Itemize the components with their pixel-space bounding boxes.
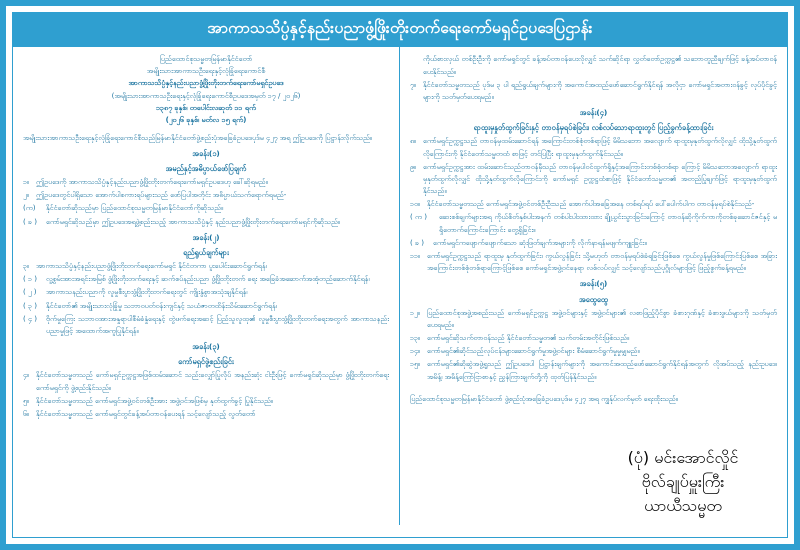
signature-name: (ပုံ) မင်းအောင်လှိုင်: [627, 448, 739, 468]
list-item: [23, 300, 389, 312]
list-item: [410, 211, 777, 235]
item-text: နိုင်ငံတော်၏ အမျိုးသားလုံခြုံမှု သဘာဝပတ်ဝန်းကျင်နှင့် သယံဇာတထိန်းသိမ်းဆောင်ရွက်ရန်၊: [46, 300, 277, 310]
chapter-3-heading: အခန်း(၃): [192, 342, 220, 352]
signature-rank: ဗိုလ်ချုပ်မှူးကြီး: [641, 472, 725, 492]
item-text: ကော်မရှင်ဥက္ကဋ္ဌသည် တာဝန်မှထမ်းဆောင်ရန် အကြောင်းတစ်စုံတစ်ရာဖြင့် မိမိသဘော အလျောက် ရာထူးမှနုတ်ထွက်လိုလျှင် ထိုသို့နုတ်ထွက်လိုကြောင်းကို နိုင်ငံတော်သမ္မတထံ စာဖြင့် တင်ပြပြီး ရာထူးမှနုတ်ထွက်နိုင်သည်။: [423, 136, 777, 158]
list-item: [410, 53, 777, 77]
item-text: ကော်မရှင်ကဖျောက်ဖျောက်သော ဆုံးဖြတ်ချက်အများကို လိုက်နာရန်မဖျက်ကျူးခြင်း။: [433, 237, 647, 247]
left-column: [13, 47, 400, 525]
header-line-6: (၂၀၂၆ ခုနှစ်၊ မတ်လ ၁၅ ရက်): [165, 114, 247, 124]
chapter-3-subheading: ကော်မရှင်ဖွဲ့စည်းခြင်း: [178, 357, 234, 367]
list-item: [23, 260, 389, 272]
item-text: ဤဥပဒေကို အာကာသသိပ္ပံနှင့်နည်းပညာဖွံ့ဖြိုးတိုးတက်ရေးကော်မရှင်ဥပဒေဟု ခေါ်ဆိုရမည်။: [36, 177, 268, 187]
list-item: [410, 161, 777, 198]
chapter-1-subheading: အမည်နှင့်အဓိပ္ပာယ်ဖော်ပြချက်: [165, 163, 247, 173]
item-number: ၁၀။: [410, 199, 421, 209]
preamble: အမျိုးသားအာကာသဦးရေးနှင့်လုံခြုံရေးကောင်စီသည်မြန်မာနိုင်ငံတော်ဖွဲ့စည်းပုံအခြေခံဥပဒေပုဒ်မ ၄၂၇ အရ ဤဥပဒေကို ပြဋ္ဌာန်းလိုက်သည်။: [23, 132, 373, 142]
item-text: အာကာသနည်းပညာကို လူမှုစီးပွားဖွံ့ဖြိုးတိုးတက်ရေးတွင် ကျိုးနွံစွာအသုံးချနိုင်ရန်၊: [46, 287, 248, 297]
document-header-block: [23, 53, 389, 125]
item-number: ၄။: [23, 370, 30, 380]
item-number: ၁၄။: [410, 346, 421, 356]
item-number: (က): [23, 203, 36, 213]
list-item: [410, 250, 777, 274]
item-text: ကော်မရှင်၏ဆိုင်သည်လုပ်ငန်းများဆောင်ရွက်မှုအဖွဲ့ဝင်များ စီမံဆောင်ရွက်မှုမှုမျှမည်။: [427, 346, 640, 356]
list-item: [23, 216, 389, 228]
two-column-body: [13, 47, 787, 525]
list-item: [410, 237, 777, 249]
list-item: [23, 273, 389, 285]
list-item: [410, 358, 777, 382]
item-number: ၇။: [410, 79, 417, 89]
header-line-1: ပြည်ထောင်စုသမ္မတမြန်မာနိုင်ငံတော်: [159, 54, 253, 64]
item-number: ၆။: [23, 408, 30, 418]
item-text: ကော်မရှင်ဥက္ကဋ္ဌအား ထမ်းဆောင်သည်တာဝန်မှီသည် တာဝန်မှပါဝင်ထွက်ရှိနှင့်အကြောင်းတစ်စုံတစ်ရာ ကြောင့် မိမိသဘောအလျောက် ရာထူးမှနုတ်ထွက်လိုလျှင် ထိုသို့နုတ်ထွက်လိုကြောင်းကို ကော်မရှင် ဥက္ကဋ္ဌထံစာဖြင့် နိုင်ငံတော်သမ္မတ၏ အတည်ပြုချက်ဖြင့် ရာထူးမှနုတ်ထွက်နိုင်သည်။: [423, 161, 777, 196]
item-number: ( ၄ ): [23, 313, 38, 323]
item-number: ( ၂ ): [23, 287, 37, 297]
chapter-5-heading: အခန်း(၅): [579, 279, 608, 289]
document-inner-frame: [12, 12, 788, 538]
item-number: ( ခ ): [23, 216, 38, 226]
chapter-4-heading: အခန်း(၄): [579, 108, 608, 118]
item-text: ကော်မရှင်၏ဆိုဆွဲအဖွဲ့ရှုသည် ဤဥပဒေပါ ပြဋ္ဌာန်းချက်များကို အကောင်အထည်ဖော်ဆောင်ရွက်နိုင်ရန်အတွက် လိုအပ်သည့် နည်းဥပဒေ၊ အမိန့်၊ အမိန့်ကြော်ငြာစာနှင့် ညွှန်ကြားချက်တို့ကို ထုတ်ပြန်နိုင်သည်။: [427, 359, 777, 381]
item-number: ၁၂။: [410, 307, 420, 317]
list-item: [410, 79, 777, 103]
item-number: ( ၃ ): [23, 300, 38, 310]
item-text: လူ့စွမ်းအားအရင်းအမြစ် ဖွံ့ဖြိုးတိုးတက်ရေးနှင့် ဆက်စပ်နည်းပညာ ဖွံ့ဖြိုးတိုးတက် ရေး အခြေခံအဆောက်အအုံတည်ဆောက်နိုင်ရန်၊: [46, 274, 370, 284]
item-number: ၉။: [410, 161, 417, 171]
chapter-2-heading: အခန်း(၂): [192, 232, 220, 242]
list-item: [410, 198, 777, 210]
header-line-3: အာကာသသိပ္ပံနှင့်နည်းပညာဖွံ့ဖြိုးတိုးတက်ရေးကော်မရှင်ဥပဒေ: [128, 78, 284, 88]
item-number: ၃။: [23, 261, 30, 271]
list-item: [23, 176, 389, 188]
item-number: ၅။: [23, 395, 30, 405]
list-item: [23, 189, 389, 201]
header-line-4: (အမျိုးသားအာကာသဦးရေးနှင့်လုံခြုံရေးကောင်စီဥပဒေအမှတ် ၁၇ / ၂၀၂၆): [111, 90, 301, 100]
chapter-4-subheading: ရာထူးမှနှုတ်ထွက်ခြင်းနှင့် တာဝန်မှရပ်စဲခြင်း၊ လစ်လပ်သောရာထူးတွင် ပြည့်ခွက်ခန့်ထားခြင်း: [473, 123, 714, 133]
chapter-1-heading: အခန်း(၁): [192, 148, 220, 158]
item-number: ၁၅။: [410, 359, 421, 369]
chapter-2-subheading: ရည်ရွယ်ချက်များ: [183, 247, 229, 257]
right-column: [400, 47, 787, 525]
item-text: နိုင်ငံတော်သမ္မတသည် ပုဒ်မ ၃ ပါ ရည်ရွယ်ချက်များကို အကောင်အထည်ဖော်ဆောင်ရွက်နိုင်ရန် အလိုငှာ ကော်မရှင်အတားဝန်ခွင့် လုပ်ပိုင်ခွင့်များကို သတ်မှတ်ပေးရမည်။: [423, 79, 777, 101]
list-item: [23, 395, 389, 407]
item-text: ဆေးစစ်ချက်များအရ ကိုယ်စိတ်နှစ်ပါးအနက် တစ်ပါးပါးထားထား ချို့ယွင်းသွားခြင်းကြောင့် တာဝန်ဆိုကိုက်ကာကိုတစ်ခုဆောင်ဇင်နှင့် မရှိတောက်ကြောင်းကြောင်း တွေ့ရှိခြင်း။: [439, 212, 777, 234]
item-text: နိုင်ငံတော်သမ္မတသည် ကော်မရှင်အဖွဲ့ဝင်တစ်ဦးအား အဖွဲ့ဝင်အဖြစ်မှ နုတ်ထွက်ခွင့် ပြုနိုင်သည်။: [36, 395, 274, 405]
item-number: ၁၃။: [410, 333, 421, 342]
item-text: နိုင်ငံတော်သမ္မတသည် ကော်မရှင်တွင်ခန့်အပ်တာဝန်ပေးရန် သင့်လျော်သည့် လွတ်တော်: [36, 408, 256, 418]
item-number: [410, 53, 423, 77]
list-item: [410, 135, 777, 159]
header-line-2: အမျိုးသားအာကာသဦးရေးနှင့်လုံခြုံရေးကောင်စီ: [146, 66, 266, 76]
list-item: [23, 313, 389, 337]
item-text: နိုင်ငံတော်ဆိုသည်မှာ ပြည်ထောင်စုသမ္မတမြန်မာနိုင်ငံတော်ကိုဆိုသည်။: [46, 203, 224, 213]
item-text: ဗိုက်မှုကြေး သဘာဝအားအနှုရာပါစီမံခံနှုံရေးနှင့် တွဲဖက်ရေးအဆင့် ပြည်သူလူထု၏ လူမှုစီးပွားဖွံ့ဖြိုးတိုးတက်ရေးအတွက် အာကာသနည်းပညာမှုဖြင့် အထောက်အကူပြုနိုင်ရန်။: [46, 313, 389, 335]
list-item: [410, 332, 777, 344]
item-text: ကော်မရှင်ဆိုသက်တာဝန်သည် နိုင်ငံတော်သမ္မတ၏ သက်တမ်းအတိုင်းဖြစ်သည်။: [427, 333, 630, 342]
item-number: ၈။: [410, 136, 417, 146]
item-text: နိုင်ငံတော်သမ္မတသည် ကော်မရှင်ဥက္ကဋ္ဌအဖြစ်ထမ်းဆောင် သည်းလျှော်ပြုလိုပ် အနည်းဆုံး ငါးဦးဖြင့် ကော်မရှင်ဆိုသည်မှာ ဖွံ့ဖြိုးတိုးတက်ရေးကော်မရှင်ကို ဖွဲ့စည်းနိုင်သည်။: [36, 370, 389, 392]
list-item: [23, 286, 389, 298]
item-number: ( ၁ ): [23, 274, 38, 284]
item-text: ဤဥပဒေတွင်ပါရှိသော အောက်ပါစကားရပ်များသည် ဖော်ပြပါအတိုင်း အဓိပ္ပာယ်သက်ရောက်ရမည်-: [36, 190, 287, 200]
item-text: အာကာသသိပ္ပံနှင့်နည်းပညာဖွံ့ဖြိုးတိုးတက်ရေးကော်မရှင် နိုင်ငံတကာ ပူးပေါင်းဆောင်ရွက်ရန်၊: [36, 261, 267, 271]
item-number: ၁၁။: [410, 251, 421, 261]
list-item: [23, 202, 389, 214]
signature-block: [593, 447, 773, 519]
item-text: နိုင်ငံတော်သမ္မတသည် ကော်မရှင်အဖွဲ့ဝင်တစ်ဦးဦးသည် အောက်ပါအခြေအနေ တစ်ရပ်ရပ် ပေါ်ပေါက်ပါက တာဝန်မှရပ်စဲနိုင်သည်-: [427, 199, 755, 209]
item-text: ကိုယ်စားလှယ် တစ်ဦးဦးကို ကော်မရှင်တွင် ခန့်အပ်တာဝန်ပေးလိုလျှင် သက်ဆိုင်ရာ လွှတ်တော်ဥက္ကဋ္ဌ၏ သဘောတူညီချက်ဖြင့် ခန့်အပ်တာဝန်ပေးနိုင်သည်။: [423, 54, 777, 76]
list-item: [23, 408, 389, 420]
closing-paragraph: ပြည်ထောင်စုသမ္မတမြန်မာနိုင်ငံတော် ဖွဲ့စည်းပုံအခြေခံဥပဒေပုဒ်မ ၄၂၇ အရ ကျွန်ုပ်လက်မှတ် ရေးထိုးသည်။: [410, 393, 678, 403]
item-number: ( က ): [410, 212, 427, 222]
item-number: ( ခ ): [410, 237, 425, 247]
signature-title: ယာယီသမ္မတ: [644, 496, 722, 516]
item-number: ၁။: [23, 177, 30, 187]
item-text: ကော်မရှင်ဆိုသည်မှာ ဤဥပဒေအရဖွဲ့စည်းသည့် အာကာသသိပ္ပံနှင့် နည်းပညာဖွံ့ဖြိုးတိုးတက်ရေးကော်မရှင်ကိုဆိုသည်။: [46, 216, 341, 226]
header-line-5: ၁၃၈၇ ခုနှစ်၊ တပေါင်းလဆုတ် ၁၁ ရက်: [156, 102, 256, 112]
item-text: ကော်မရှင်ဥက္ကဋ္ဌသည် ရာထူးမှ နုတ်ထွက်ခြင်း၊ ကွယ်လွန်ခြင်း သို့မဟုတ် တာဝန်မှရပ်စဲခံရခြင်းဖြစ်စေ ကွယ်လွန်မှုဖြစ်ကြောင်းပြစ်စေ အခြားအကြောင်းတစ်စုံတစ်ရာကြောင့်ဖြစ်စေ ကော်မရှင်အဖွဲ့ဝင်နေရာ လစ်လပ်လျှင် သင့်လျော်သည်ပုဂ္ဂိုလ်များဖြင့် ဖြည့်စွက်ခန့်ရမည်။: [427, 251, 777, 273]
item-number: ၂။: [23, 190, 29, 200]
page-title: အာကာသသိပ္ပံနှင့်နည်းပညာဖွံ့ဖြိုးတိုးတက်ရေးကော်မရှင်ဥပဒေပြဌာန်း: [13, 13, 787, 47]
list-item: [23, 369, 389, 393]
list-item: [410, 345, 777, 357]
chapter-5-subheading: အထွေထွေ: [578, 294, 609, 304]
item-text: ပြည်ထောင်စုအဖွဲ့အစည်းသည် ကော်မရှင်ဥက္ကဋ္ဌ အဖွဲ့ဝင်များနှင့် အဖွဲ့ဝင်များ၏ လစာဖြည့်ပိုင်စွာ ခံစားဂုဏ်နှင့် ခံစားဖွယ်များကို သတ်မှတ်ပေးရမည်။: [427, 307, 777, 329]
list-item: [410, 307, 777, 331]
